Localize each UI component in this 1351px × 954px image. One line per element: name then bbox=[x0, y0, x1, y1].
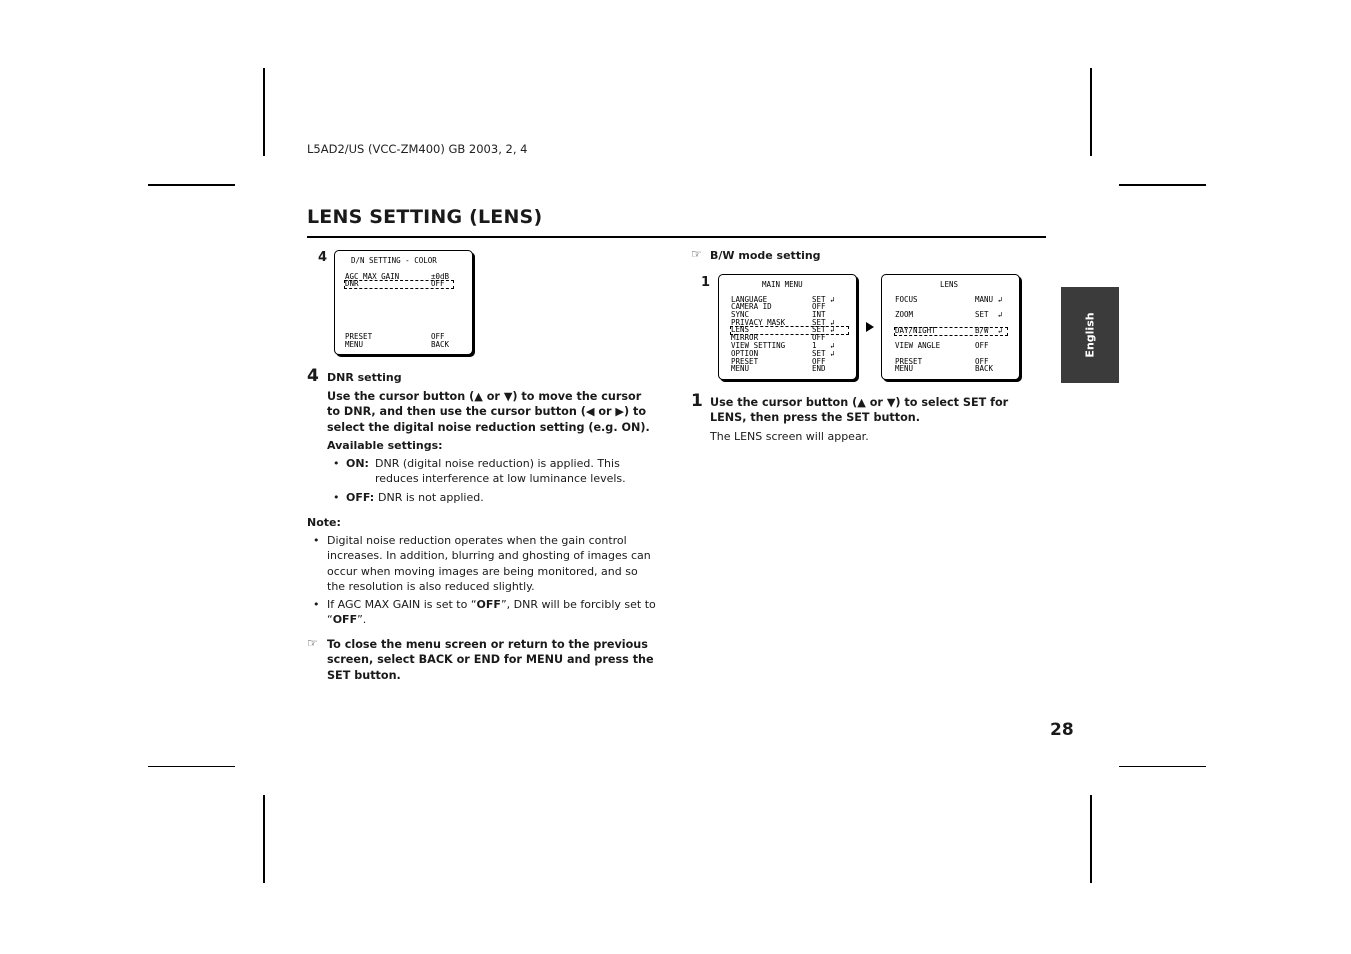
page-title: LENS SETTING (LENS) bbox=[307, 206, 543, 228]
menu-row-label: DAY/NIGHT bbox=[895, 326, 936, 335]
menu-row-label: OPTION bbox=[731, 349, 759, 358]
menu-row-label: AGC MAX GAIN bbox=[345, 272, 400, 281]
section-title: B/W mode setting bbox=[710, 249, 821, 262]
menu-row-label: ZOOM bbox=[895, 310, 914, 319]
bullet-dot: • bbox=[313, 534, 320, 547]
menu-row-value: OFF bbox=[431, 279, 445, 288]
crop-mark bbox=[148, 184, 235, 186]
menu-row-value: OFF bbox=[975, 357, 989, 366]
menu-row-value: ±0dB bbox=[431, 272, 450, 281]
menu-row-label: VIEW ANGLE bbox=[895, 341, 941, 350]
menu-row-label: PRIVACY MASK bbox=[731, 318, 786, 327]
menu-row-label: MENU bbox=[345, 340, 364, 349]
menu-row-value: END bbox=[812, 364, 826, 373]
language-tab-label: English bbox=[1083, 312, 1097, 358]
note-heading: Note: bbox=[307, 516, 341, 529]
menu-row-value: OFF bbox=[431, 332, 445, 341]
menu-row-label: SYNC bbox=[731, 310, 750, 319]
step-number: 1 bbox=[691, 391, 703, 411]
crop-mark bbox=[1119, 766, 1206, 767]
note-text: ”, DNR will be forcibly set to “ bbox=[327, 598, 656, 627]
note-item: Digital noise reduction operates when the gain control increases. In addition, blurring and ghosting of images can occur when moving images are being monitored, and so the resolution is also reduced slightly. bbox=[327, 534, 651, 593]
dn-setting-screen bbox=[334, 250, 473, 355]
step-title: DNR setting bbox=[327, 371, 402, 384]
crop-mark bbox=[263, 68, 265, 156]
crop-mark bbox=[148, 766, 235, 767]
menu-row-label: LANGUAGE bbox=[731, 295, 768, 304]
step-instruction: Use the cursor button (▲ or ▼) to select SET for LENS, then press the SET button. bbox=[710, 396, 1009, 425]
setting-key: OFF: bbox=[346, 491, 375, 504]
setting-description: DNR is not applied. bbox=[378, 491, 484, 504]
menu-row-value: SET ↲ bbox=[812, 318, 835, 327]
title-divider bbox=[307, 236, 1046, 238]
menu-row-value: 1 ↲ bbox=[812, 341, 835, 350]
setting-description: DNR (digital noise reduction) is applied. This reduces interference at low luminance levels. bbox=[375, 457, 626, 486]
arrow-right-icon bbox=[866, 322, 874, 332]
menu-row-value: SET ↲ bbox=[812, 295, 835, 304]
menu-row-value: BACK bbox=[975, 364, 994, 373]
note-item bbox=[327, 597, 657, 628]
menu-row-label: MIRROR bbox=[731, 333, 759, 342]
menu-row-value: OFF bbox=[812, 333, 826, 342]
menu-row-value: OFF bbox=[812, 302, 826, 311]
menu-row-value: INT bbox=[812, 310, 826, 319]
crop-mark bbox=[1090, 795, 1092, 883]
screen-title: MAIN MENU bbox=[762, 280, 803, 289]
note-text: ”. bbox=[357, 613, 367, 627]
menu-row-label: DNR bbox=[345, 279, 359, 288]
step-number: 4 bbox=[307, 366, 319, 386]
menu-row-label: PRESET bbox=[731, 357, 759, 366]
menu-row-value: B/W ↲ bbox=[975, 326, 1003, 335]
step-instruction: Use the cursor button (▲ or ▼) to move the cursor to DNR, and then use the cursor button (◀ or ▶) to select the digital noise reduction setting (e.g. ON). bbox=[327, 390, 650, 434]
menu-row-value: OFF bbox=[975, 341, 989, 350]
crop-mark bbox=[1119, 184, 1206, 186]
screen-title: D/N SETTING - COLOR bbox=[351, 256, 437, 265]
menu-row-value: MANU ↲ bbox=[975, 295, 1003, 304]
main-menu-screen bbox=[718, 274, 857, 380]
menu-row-value: SET ↲ bbox=[975, 310, 1003, 319]
pointing-hand-icon: ☞ bbox=[307, 636, 318, 650]
document-code: L5AD2/US (VCC-ZM400) GB 2003, 2, 4 bbox=[307, 142, 528, 156]
note-text: If AGC MAX GAIN is set to “ bbox=[327, 598, 477, 611]
language-tab bbox=[1061, 287, 1119, 383]
menu-row-label: CAMERA ID bbox=[731, 302, 772, 311]
menu-row-value: SET ↲ bbox=[812, 325, 835, 334]
menu-row-label: MENU bbox=[731, 364, 750, 373]
menu-row-label: PRESET bbox=[345, 332, 373, 341]
menu-row-value: OFF bbox=[812, 357, 826, 366]
tip-text: To close the menu screen or return to the previous screen, select BACK or END for MENU and press the SET button. bbox=[327, 638, 654, 682]
step-result: The LENS screen will appear. bbox=[710, 430, 869, 443]
menu-row-label: VIEW SETTING bbox=[731, 341, 786, 350]
lens-menu-screen bbox=[881, 274, 1020, 380]
menu-row-label: LENS bbox=[731, 325, 750, 334]
bullet-dot: • bbox=[333, 457, 340, 470]
pointing-hand-icon: ☞ bbox=[691, 247, 702, 261]
menu-row-value: BACK bbox=[431, 340, 450, 349]
note-bold: OFF bbox=[476, 598, 501, 611]
bullet-dot: • bbox=[333, 491, 340, 504]
bullet-dot: • bbox=[313, 598, 320, 611]
menu-row-label: FOCUS bbox=[895, 295, 918, 304]
setting-key: ON: bbox=[346, 457, 369, 470]
crop-mark bbox=[1090, 68, 1092, 156]
crop-mark bbox=[263, 795, 265, 883]
page-number: 28 bbox=[1050, 720, 1074, 740]
available-settings-label: Available settings: bbox=[327, 439, 443, 452]
menu-row-value: SET ↲ bbox=[812, 349, 835, 358]
note-bold: OFF bbox=[332, 613, 358, 627]
screen-step-number: 1 bbox=[701, 275, 711, 290]
menu-row-label: PRESET bbox=[895, 357, 923, 366]
screen-step-number: 4 bbox=[318, 250, 328, 265]
screen-title: LENS bbox=[940, 280, 959, 289]
menu-row-label: MENU bbox=[895, 364, 914, 373]
